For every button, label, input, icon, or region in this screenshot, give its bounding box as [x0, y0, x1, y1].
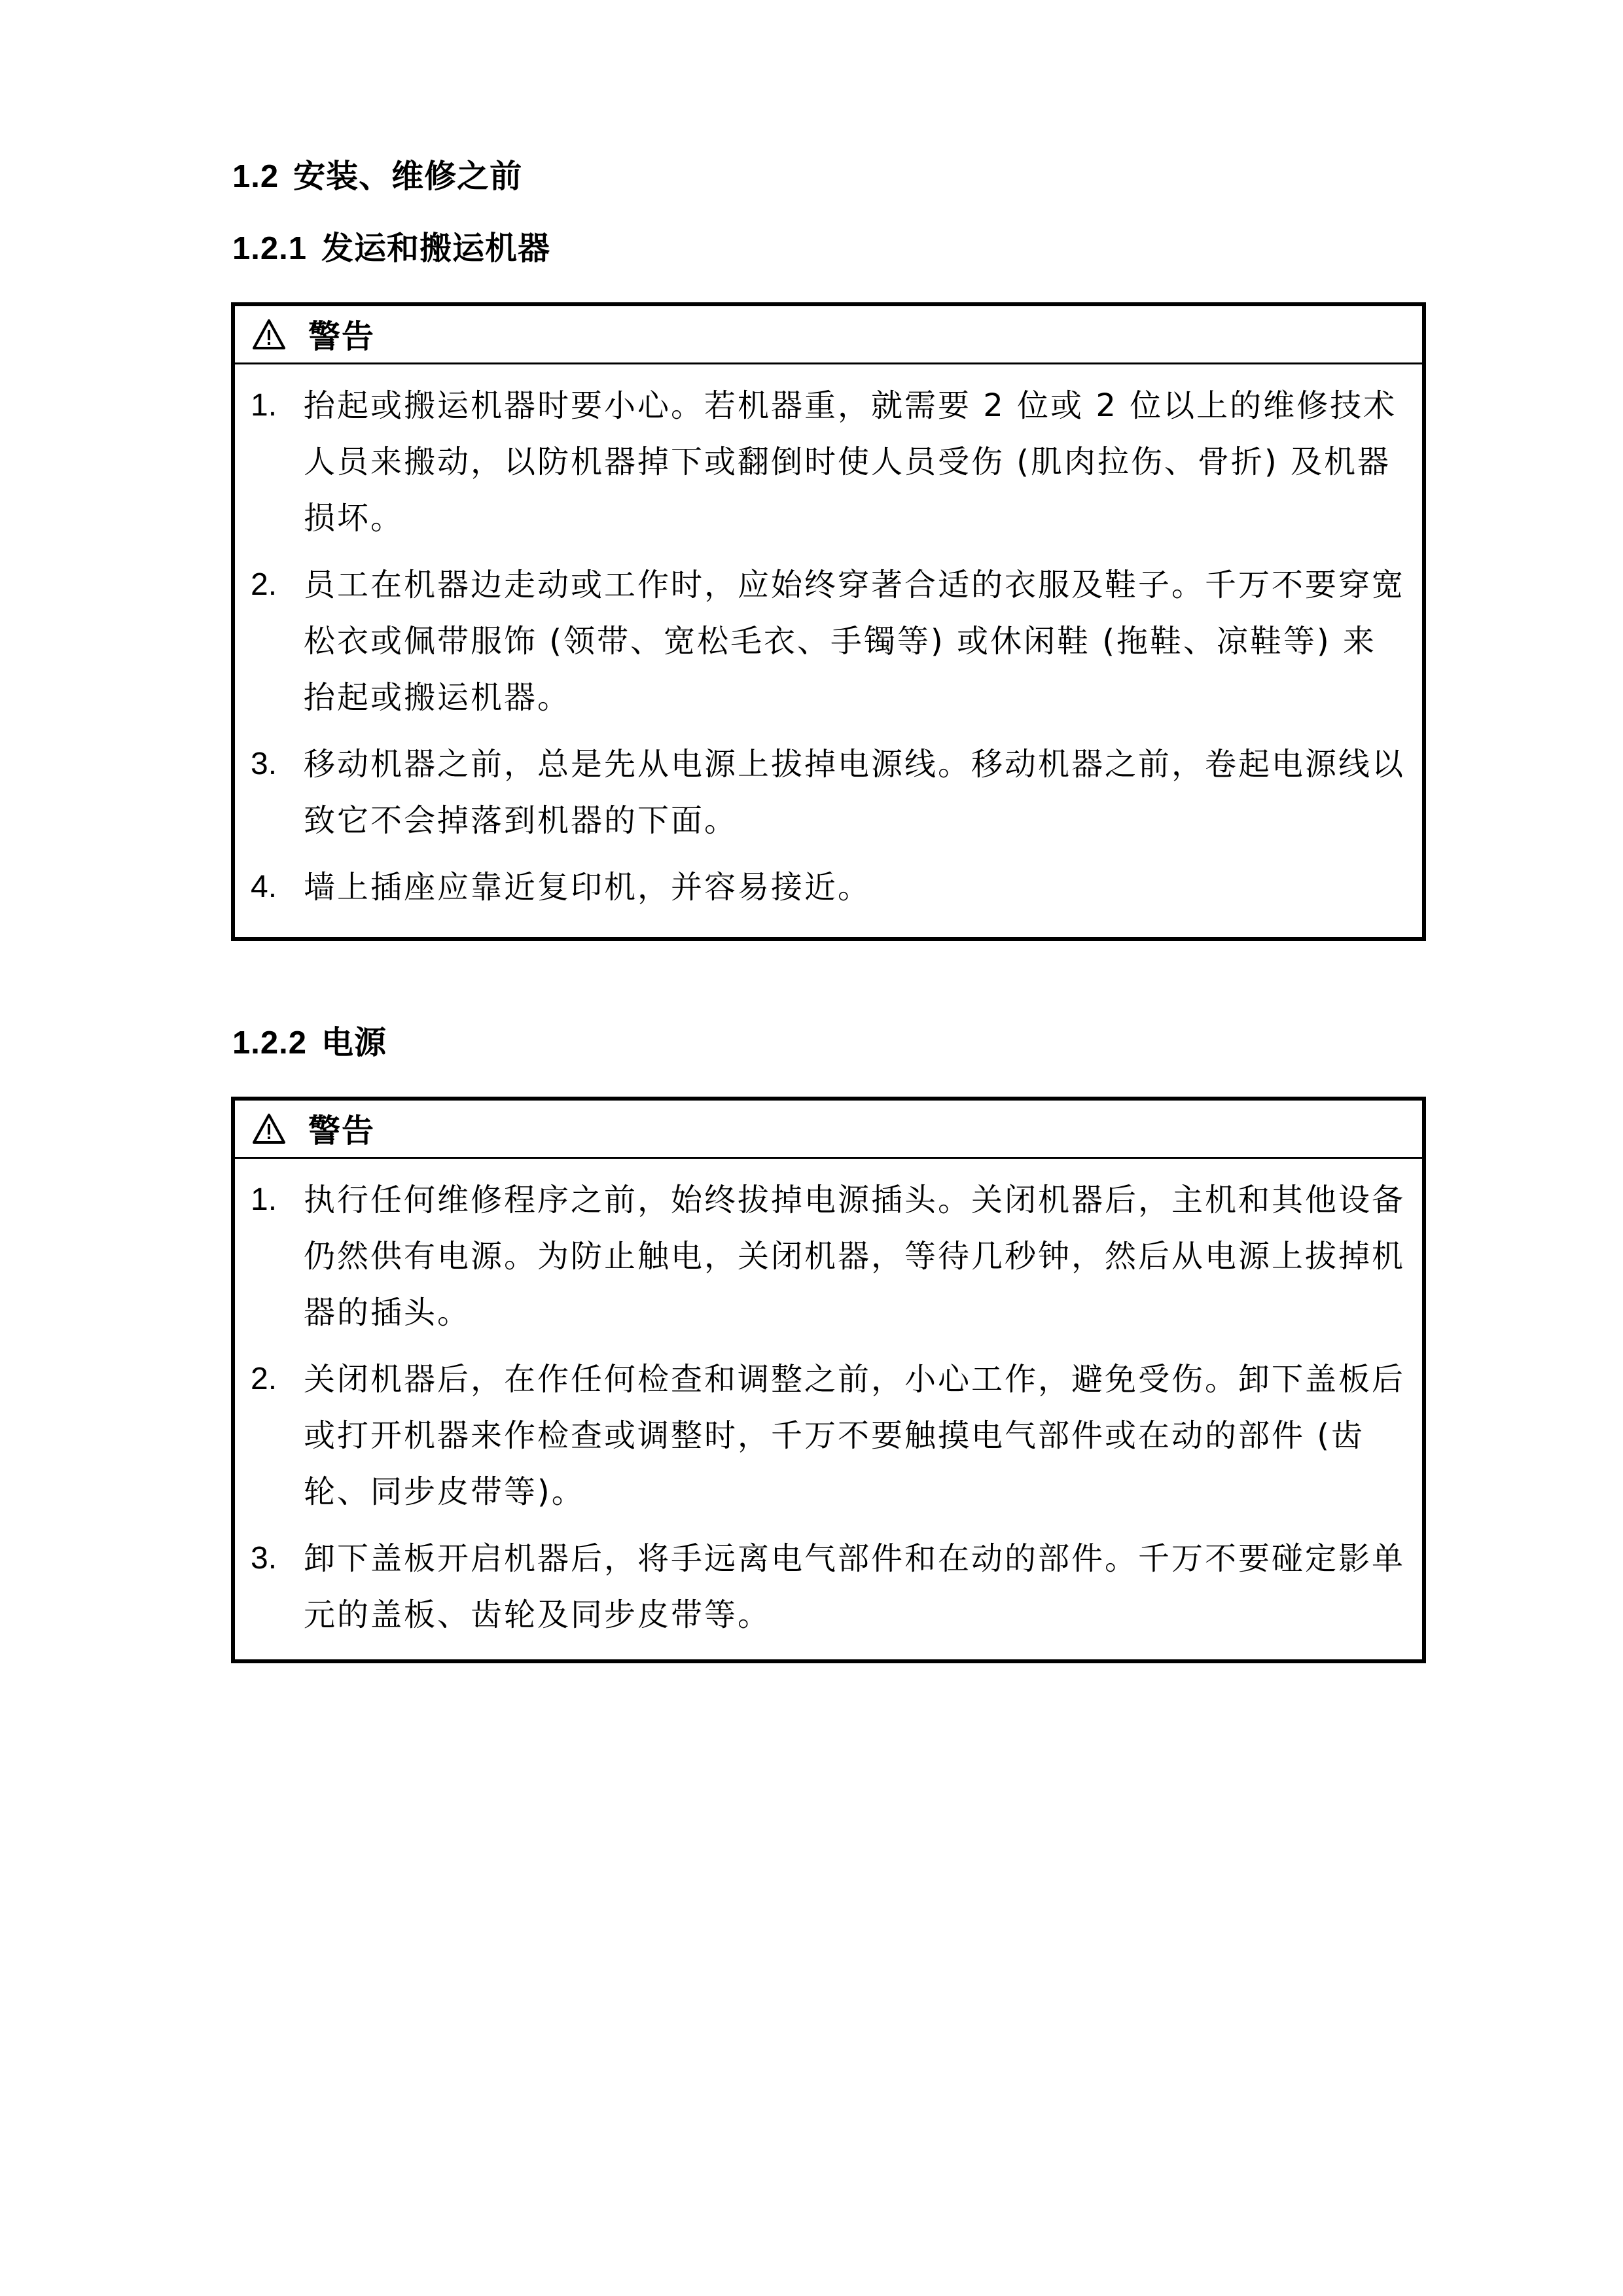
section-title: 安装、维修之前 [293, 158, 523, 195]
item-number: 2. [251, 567, 277, 602]
warning-label: 警告 [308, 1112, 376, 1150]
list-item [251, 1172, 1406, 1341]
list-item [251, 557, 1406, 726]
warning-triangle-icon [252, 1113, 286, 1144]
item-text: 移动机器之前，总是先从电源上拔掉电源线。移动机器之前，卷起电源线以致它不会掉落到机器的下面。 [304, 746, 1406, 839]
warning-box-power [231, 1097, 1426, 1663]
subsection-heading-power [232, 1023, 387, 1063]
item-text: 卸下盖板开启机器后，将手远离电气部件和在动的部件。千万不要碰定影单元的盖板、齿轮及同步皮带等。 [304, 1540, 1406, 1633]
section-heading [232, 157, 522, 196]
list-item [251, 1351, 1406, 1520]
item-text: 执行任何维修程序之前，始终拔掉电源插头。关闭机器后，主机和其他设备仍然供有电源。为防止触电，关闭机器，等待几秒钟，然后从电源上拔掉机器的插头。 [304, 1182, 1406, 1331]
section-number: 1.2 [232, 159, 279, 194]
warning-header [235, 306, 1422, 364]
item-number: 2. [251, 1362, 277, 1396]
warning-label: 警告 [308, 318, 376, 355]
list-item [251, 378, 1406, 546]
list-item [251, 736, 1406, 849]
list-item [251, 859, 1406, 915]
item-number: 1. [251, 1182, 277, 1217]
warning-list [235, 1159, 1422, 1660]
item-text: 墙上插座应靠近复印机，并容易接近。 [304, 869, 872, 906]
warning-header [235, 1101, 1422, 1159]
item-text: 关闭机器后，在作任何检查和调整之前，小心工作，避免受伤。卸下盖板后或打开机器来作检查或调整时，千万不要触摸电气部件或在动的部件 (齿轮、同步皮带等)。 [304, 1361, 1406, 1510]
warning-triangle-icon [252, 319, 286, 350]
subsection-title: 发运和搬运机器 [321, 230, 550, 267]
warning-box-shipping [231, 302, 1426, 941]
item-number: 3. [251, 747, 277, 781]
item-text: 抬起或搬运机器时要小心。若机器重，就需要 2 位或 2 位以上的维修技术人员来搬动，以防机器掉下或翻倒时使人员受伤 (肌肉拉伤、骨折) 及机器损坏。 [304, 387, 1397, 537]
warning-list [235, 364, 1422, 932]
item-text: 员工在机器边走动或工作时，应始终穿著合适的衣服及鞋子。千万不要穿宽松衣或佩带服饰 (领带、宽松毛衣、手镯等) 或休闲鞋 (拖鞋、凉鞋等) 来抬起或搬运机器。 [304, 567, 1406, 716]
item-number: 3. [251, 1541, 277, 1576]
subsection-number: 1.2.2 [232, 1025, 307, 1061]
subsection-number: 1.2.1 [232, 231, 307, 266]
subsection-title: 电源 [321, 1024, 387, 1061]
item-number: 1. [251, 388, 277, 423]
item-number: 4. [251, 870, 277, 904]
list-item [251, 1530, 1406, 1643]
subsection-heading-shipping [232, 229, 550, 268]
